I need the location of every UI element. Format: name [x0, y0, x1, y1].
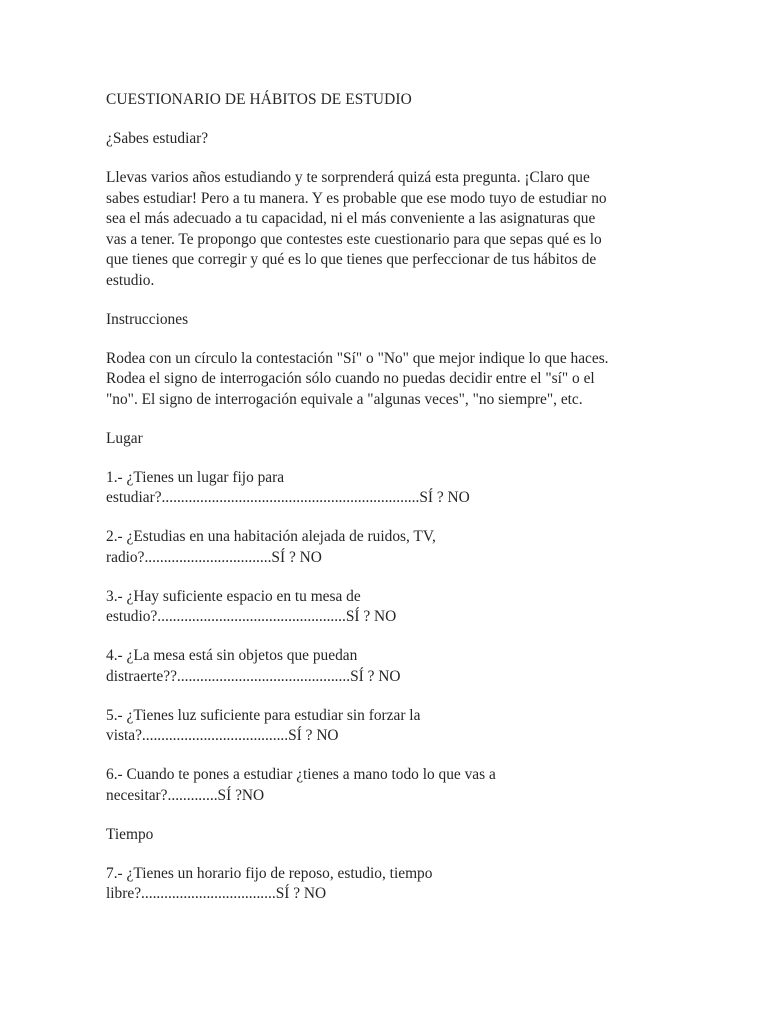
instructions-line: Rodea el signo de interrogación sólo cuando no puedas decidir entre el "sí" o el	[106, 370, 595, 387]
instructions-paragraph	[106, 349, 666, 411]
question-1	[106, 468, 666, 509]
question-answer-line: estudio?.................................................SÍ ? NO	[106, 608, 397, 625]
question-7	[106, 864, 666, 905]
question-text: 3.- ¿Hay suficiente espacio en tu mesa de	[106, 587, 361, 605]
intro-line: que tienes que corregir y qué es lo que tienes que perfeccionar de tus hábitos de	[106, 251, 597, 268]
intro-paragraph	[106, 168, 666, 291]
question-answer-line: libre?...................................SÍ ? NO	[106, 885, 327, 902]
question-text: 1.- ¿Tienes un lugar fijo para	[106, 468, 285, 486]
intro-line: Llevas varios años estudiando y te sorprenderá quizá esta pregunta. ¡Claro que	[106, 169, 590, 186]
question-text: 5.- ¿Tienes luz suficiente para estudiar sin forzar la	[106, 706, 421, 724]
question-text: 6.- Cuando te pones a estudiar ¿tienes a mano todo lo que vas a	[106, 766, 496, 783]
instructions-line: Rodea con un círculo la contestación "Sí" o "No" que mejor indique lo que haces.	[106, 349, 609, 367]
instructions-line: "no". El signo de interrogación equivale a "algunas veces", "no siempre", etc.	[106, 390, 583, 408]
subtitle: ¿Sabes estudiar?	[106, 130, 209, 147]
section-heading-lugar: Lugar	[106, 429, 143, 447]
question-answer-line: necesitar?.............SÍ ?NO	[106, 786, 265, 804]
intro-line: sabes estudiar! Pero a tu manera. Y es probable que ese modo tuyo de estudiar no	[106, 189, 607, 207]
question-text: 7.- ¿Tienes un horario fijo de reposo, estudio, tiempo	[106, 864, 433, 882]
question-6	[106, 765, 666, 806]
document-title: CUESTIONARIO DE HÁBITOS DE ESTUDIO	[106, 91, 412, 108]
question-5	[106, 706, 666, 747]
question-answer-line: vista?......................................SÍ ? NO	[106, 727, 339, 744]
question-text: 4.- ¿La mesa está sin objetos que puedan	[106, 647, 358, 664]
instructions-heading: Instrucciones	[106, 310, 189, 328]
question-text: 2.- ¿Estudias en una habitación alejada de ruidos, TV,	[106, 528, 436, 545]
intro-line: vas a tener. Te propongo que contestes este cuestionario para que sepas qué es lo	[106, 230, 602, 248]
question-answer-line: distraerte??.............................................SÍ ? NO	[106, 667, 401, 685]
document-page	[106, 90, 666, 923]
section-heading-tiempo: Tiempo	[106, 825, 154, 843]
question-answer-line: estudiar?...................................................................SÍ ? NO	[106, 489, 470, 506]
question-3	[106, 587, 666, 628]
intro-line: estudio.	[106, 271, 155, 289]
question-answer-line: radio?.................................SÍ ? NO	[106, 548, 322, 566]
question-4	[106, 646, 666, 687]
question-2	[106, 527, 666, 568]
intro-line: sea el más adecuado a tu capacidad, ni el más conveniente a las asignaturas que	[106, 210, 596, 227]
